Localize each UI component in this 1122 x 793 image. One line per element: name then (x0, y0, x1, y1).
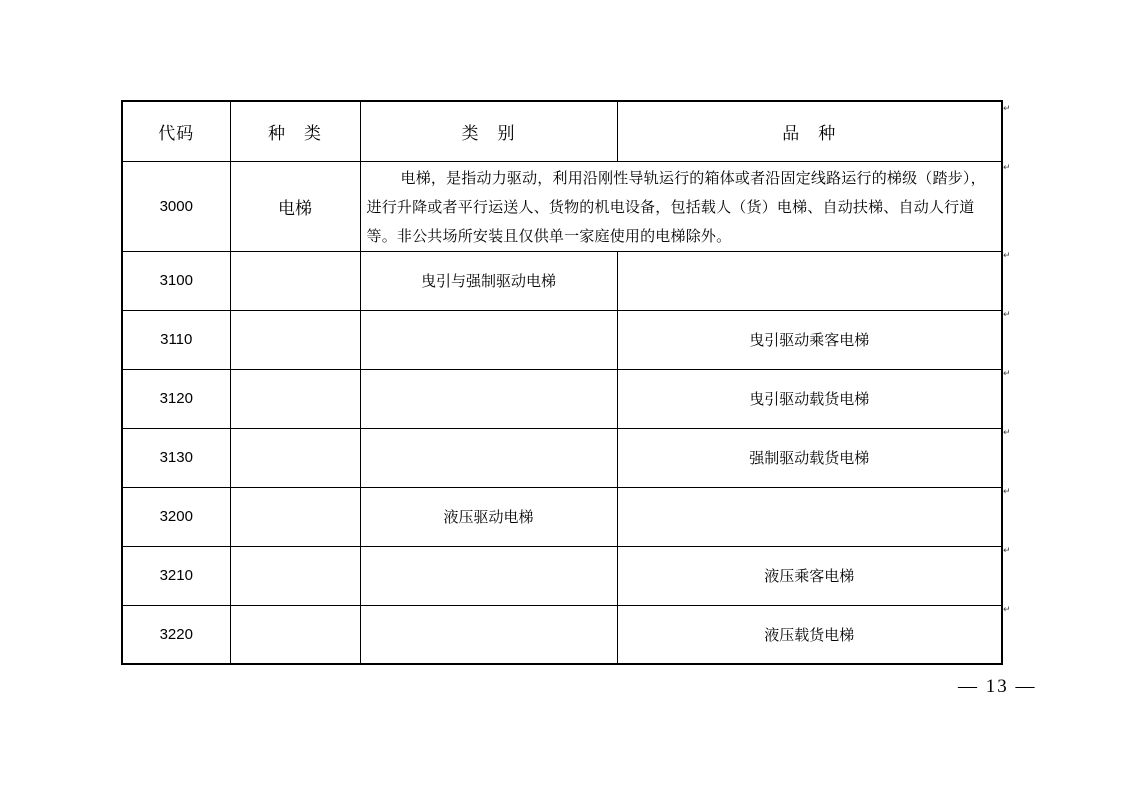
paragraph-mark-icon: ↵ (1003, 605, 1011, 615)
paragraph-mark-icon: ↵ (1003, 369, 1011, 379)
cell-category: 液压驱动电梯 (360, 487, 617, 546)
cell-category (360, 605, 617, 664)
cell-variety (617, 251, 1002, 310)
cell-code: 3120 (122, 369, 230, 428)
cell-code: 3130 (122, 428, 230, 487)
paragraph-mark-icon: ↵ (1003, 428, 1011, 438)
header-category: 类 别 (360, 101, 617, 161)
table-row (122, 605, 1002, 664)
cell-description: 电梯，是指动力驱动，利用沿刚性导轨运行的箱体或者沿固定线路运行的梯级（踏步），进行升降或者平行运送人、货物的机电设备，包括载人（货）电梯、自动扶梯、自动人行道等。非公共场所安装且仅供单一家庭使用的电梯除外。 (360, 161, 1002, 251)
table-row (122, 487, 1002, 546)
page-number: — 13 — (958, 676, 1037, 697)
cell-code: 3110 (122, 310, 230, 369)
cell-type (230, 605, 360, 664)
paragraph-mark-icon: ↵ (1003, 163, 1011, 173)
cell-variety: 液压载货电梯 (617, 605, 1002, 664)
header-variety: 品 种 (617, 101, 1002, 161)
cell-type (230, 369, 360, 428)
cell-type: 电梯 (230, 161, 360, 251)
header-type: 种 类 (230, 101, 360, 161)
cell-type (230, 310, 360, 369)
cell-type (230, 428, 360, 487)
cell-code: 3100 (122, 251, 230, 310)
cell-variety (617, 487, 1002, 546)
paragraph-mark-icon: ↵ (1003, 104, 1011, 114)
paragraph-mark-icon: ↵ (1003, 546, 1011, 556)
cell-category (360, 428, 617, 487)
paragraph-mark-icon: ↵ (1003, 251, 1011, 261)
cell-category: 曳引与强制驱动电梯 (360, 251, 617, 310)
cell-code: 3200 (122, 487, 230, 546)
table-row (122, 161, 1002, 251)
table-row (122, 546, 1002, 605)
cell-category (360, 310, 617, 369)
cell-variety: 曳引驱动乘客电梯 (617, 310, 1002, 369)
cell-variety: 液压乘客电梯 (617, 546, 1002, 605)
cell-code: 3220 (122, 605, 230, 664)
paragraph-mark-icon: ↵ (1003, 487, 1011, 497)
cell-variety: 曳引驱动载货电梯 (617, 369, 1002, 428)
cell-type (230, 546, 360, 605)
equipment-catalog-table (121, 100, 1003, 665)
paragraph-marks (1003, 100, 1013, 659)
cell-category (360, 546, 617, 605)
header-code: 代码 (122, 101, 230, 161)
cell-category (360, 369, 617, 428)
table-row (122, 369, 1002, 428)
cell-type (230, 487, 360, 546)
cell-code: 3000 (122, 161, 230, 251)
paragraph-mark-icon: ↵ (1003, 310, 1011, 320)
cell-variety: 强制驱动载货电梯 (617, 428, 1002, 487)
table-row (122, 251, 1002, 310)
cell-type (230, 251, 360, 310)
table-row (122, 310, 1002, 369)
table-header-row (122, 101, 1002, 161)
cell-code: 3210 (122, 546, 230, 605)
table-row (122, 428, 1002, 487)
